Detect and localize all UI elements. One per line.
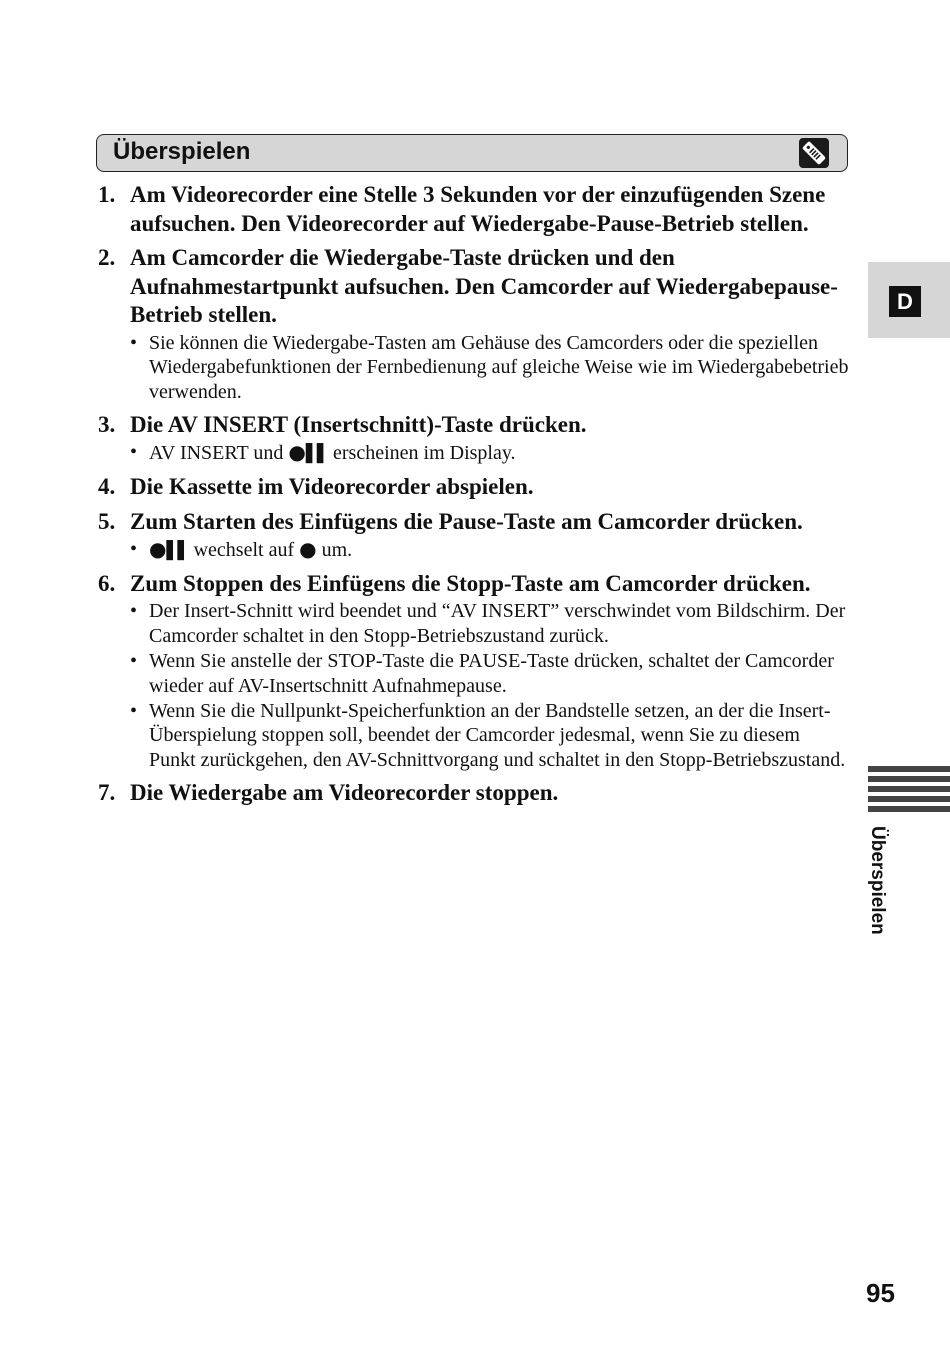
step-number: 2.	[98, 245, 116, 270]
step-number: 5.	[98, 508, 116, 534]
record-dot-icon: ●	[299, 537, 317, 562]
chapter-stripes	[868, 766, 950, 816]
step-3	[98, 411, 850, 467]
note-item: • Wenn Sie anstelle der STOP-Taste die PAUSE-Taste drücken, schaltet der Camcorder wieder auf AV-Insertschnitt Aufnahmepause.	[130, 649, 850, 699]
section-title: Überspielen	[113, 138, 251, 165]
page-number: 95	[866, 1278, 895, 1308]
step-text: Am Videorecorder eine Stelle 3 Sekunden vor der einzufügenden Szene aufsuchen. Den Videorecorder auf Wiedergabe-Pause-Betrieb stellen.	[130, 182, 826, 236]
step-text: Die Wiedergabe am Videorecorder stoppen.	[130, 780, 559, 806]
pause-icon: ▌▌	[305, 444, 328, 465]
step-text: Zum Starten des Einfügens die Pause-Taste am Camcorder drücken.	[130, 508, 803, 534]
language-tab	[868, 262, 950, 338]
note-list	[130, 599, 850, 773]
step-text: Die AV INSERT (Insertschnitt)-Taste drücken.	[130, 411, 587, 437]
step-2	[98, 244, 850, 405]
step-text: Am Camcorder die Wiedergabe-Taste drücken und den Aufnahmestartpunkt aufsuchen. Den Camcorder auf Wiedergabepause-Betrieb stellen.	[130, 245, 838, 327]
step-number: 3.	[98, 411, 116, 437]
note-item: • Wenn Sie die Nullpunkt-Speicherfunktion an der Bandstelle setzen, an der die Insert-Überspielung stoppen soll, beendet der Camcorder jedesmal, wenn Sie zu diesem Punkt zurückgehen, den AV-Schnittvorgang und schaltet in den Stopp-Betriebszustand.	[130, 699, 850, 773]
step-6	[98, 570, 850, 773]
note-item: • AV INSERT und ●▌▌ erscheinen im Display.	[130, 440, 850, 467]
step-4	[98, 473, 850, 502]
record-dot-icon: ●	[149, 537, 167, 562]
step-number: 7.	[98, 780, 116, 806]
record-dot-icon: ●	[288, 440, 306, 465]
pause-icon: ▌▌	[166, 541, 189, 562]
section-header	[96, 134, 848, 172]
step-number: 6.	[98, 570, 116, 596]
step-number: 1.	[98, 182, 116, 207]
note-item: • Sie können die Wiedergabe-Tasten am Gehäuse des Camcorders oder die speziellen Wiedergabefunktionen der Fernbedienung auf gleiche Weise wie im Wiedergabebetrieb verwenden.	[130, 331, 850, 405]
note-list	[130, 331, 850, 405]
step-1	[98, 181, 850, 238]
step-7	[98, 779, 850, 808]
instructions	[98, 181, 850, 814]
step-number: 4.	[98, 474, 116, 500]
note-list	[130, 537, 850, 564]
language-tab-letter: D	[889, 286, 921, 317]
note-item: • ●▌▌ wechselt auf ● um.	[130, 537, 850, 564]
note-list	[130, 440, 850, 467]
step-5	[98, 508, 850, 564]
remote-control-icon	[799, 138, 829, 168]
note-item: • Der Insert-Schnitt wird beendet und “AV INSERT” verschwindet vom Bildschirm. Der Camcorder schaltet in den Stopp-Betriebszustand zurück.	[130, 599, 850, 649]
step-text: Die Kassette im Videorecorder abspielen.	[130, 474, 534, 500]
step-text: Zum Stoppen des Einfügens die Stopp-Taste am Camcorder drücken.	[130, 570, 811, 596]
chapter-label: Überspielen	[867, 826, 888, 935]
